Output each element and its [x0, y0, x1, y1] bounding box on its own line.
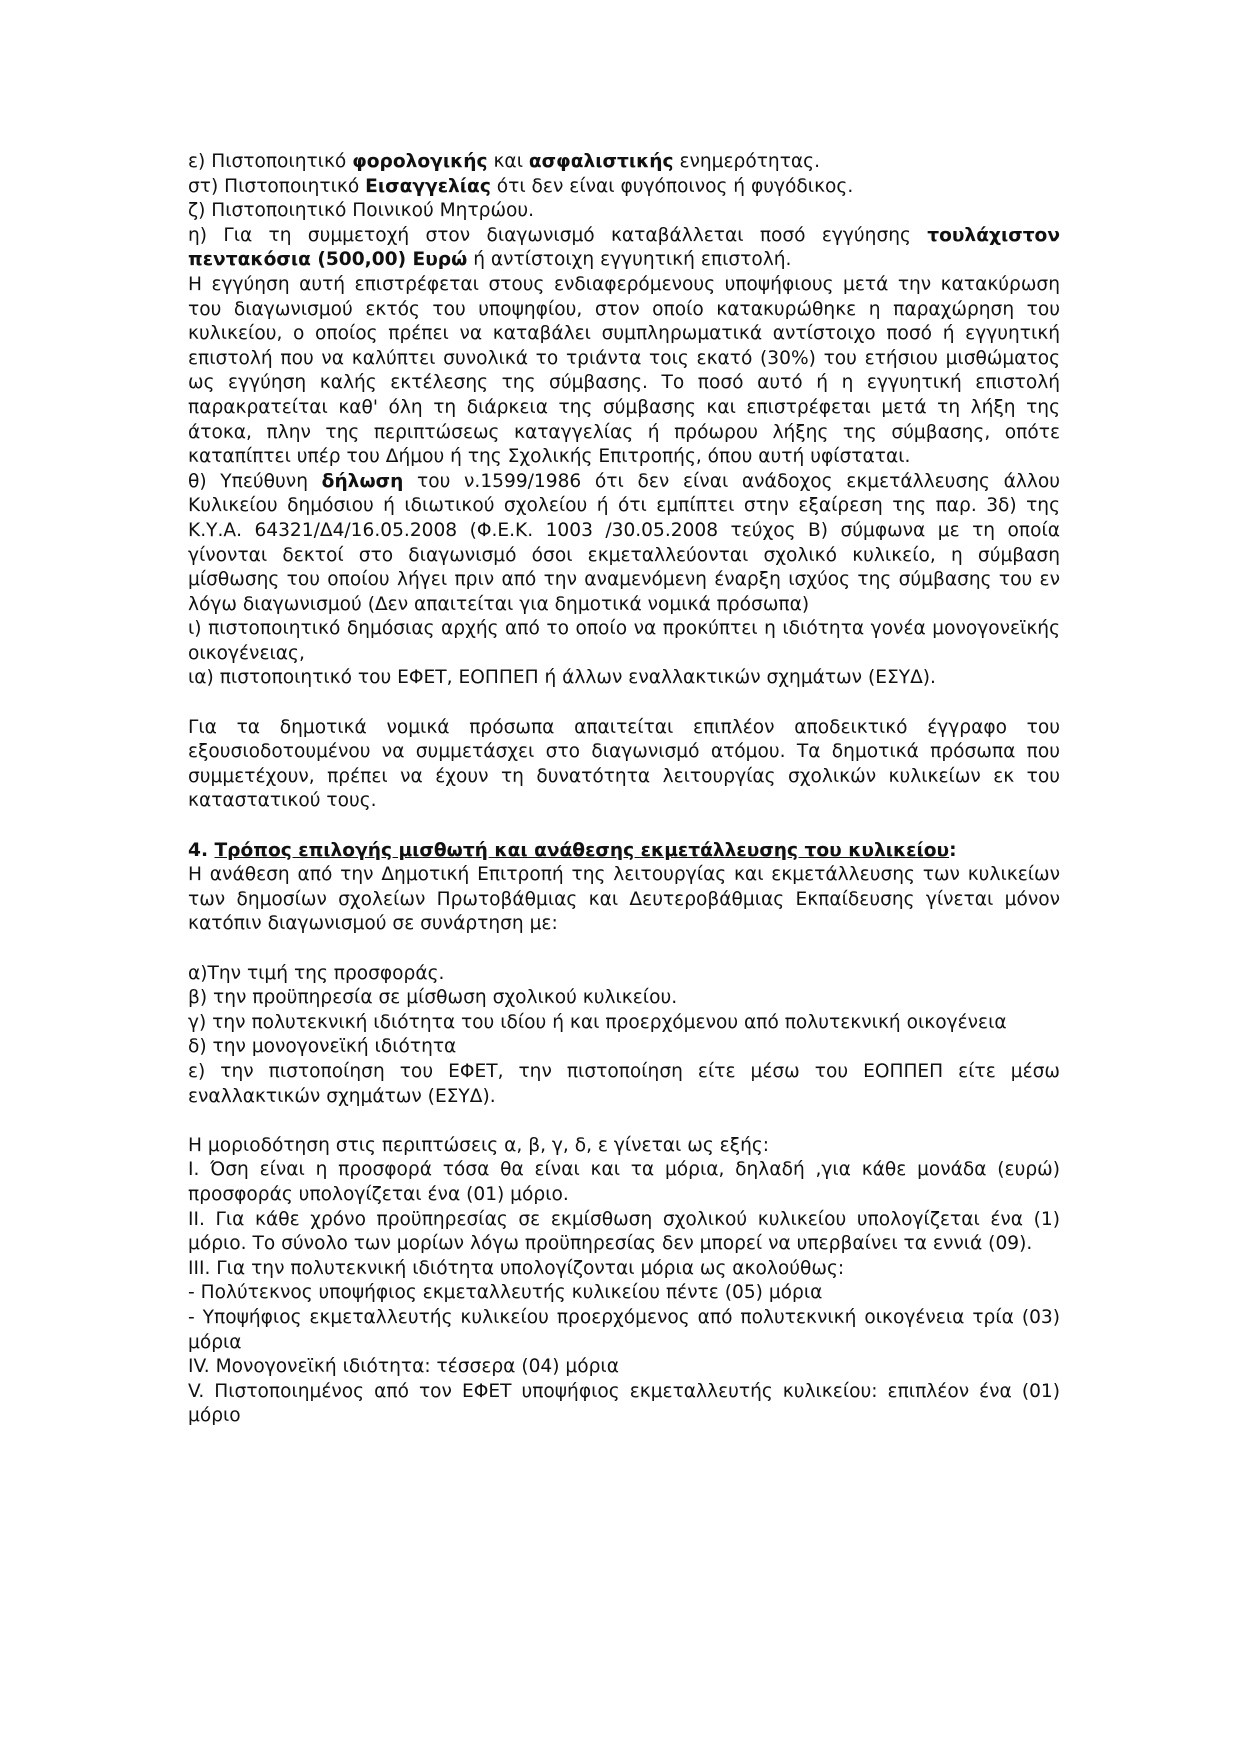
item-i: ι) πιστοποιητικό δημόσιας αρχής από το οποίο να προκύπτει η ιδιότητα γονέα μονογονεϊκής οικογένειας,: [188, 618, 1060, 664]
guarantee-paragraph: Η εγγύηση αυτή επιστρέφεται στους ενδιαφερόμενους υποψήφιους μετά την κατακύρωση του διαγωνισμού εκτός του υποψηφίου, στον οποίο κατακυρώθηκε η παραχώρηση του κυλικείου, ο οποίος πρέπει να καταβάλει συμπληρωματικά αντίστοιχο ποσό ή εγγυητική επιστολή που να καλύπτει συνολικά το τριάντα τοις εκατό (30%) του ετήσιου μισθώματος ως εγγύηση καλής εκτέλεσης της σύμβασης. Το ποσό αυτό ή η εγγυητική επιστολή παρακρατείται καθ' όλη τη διάρκεια της σύμβασης και επιστρέφεται μετά τη λήξη της άτοκα, πλην της περιπτώσεως καταγγελίας ή πρόωρου λήξης της σύμβασης, οπότε καταπίπτει υπέρ του Δήμου ή της Σχολικής Επιτροπής, όπου αυτή υφίσταται.: [188, 273, 1060, 468]
spacer: [188, 691, 1060, 716]
item-ia: ια) πιστοποιητικό του ΕΦΕΤ, ΕΟΠΠΕΠ ή άλλων εναλλακτικών σχημάτων (ΕΣΥΔ).: [188, 667, 936, 689]
scoring-item-5: V. Πιστοποιημένος από τον ΕΦΕΤ υποψήφιος εκμεταλλευτής κυλικείου: επιπλέον ένα (01) μόριο: [188, 1380, 1060, 1427]
item-th: θ) Υπεύθυνη δήλωση του ν.1599/1986 ότι δεν είναι ανάδοχος εκμετάλλευσης άλλου Κυλικείου δημόσιου ή ιδιωτικού σχολείου ή ότι εμπίπτει στην εξαίρεση της παρ. 3δ) της Κ.Υ.Α. 64321/Δ4/16.05.2008 (Φ.Ε.Κ. 1003 /30.05.2008 τεύχος Β) σύμφωνα με τη οποία γίνονται δεκτοί στο διαγωνισμό όσοι εκμεταλλεύονται σχολικό κυλικείο, η σύμβαση μίσθωσης του οποίου λήγει πριν από την αναμενόμενη έναρξη ισχύος της σύμβασης του εν λόγω διαγωνισμού (Δεν απαιτείται για δημοτικά νομικά πρόσωπα): [188, 470, 1061, 615]
item-e: ε) Πιστοποιητικό φορολογικής και ασφαλιστικής ενημερότητας.: [188, 151, 820, 172]
legal-entities-paragraph: Για τα δημοτικά νομικά πρόσωπα απαιτείται επιπλέον αποδεικτικό έγγραφο του εξουσιοδοτουμένου να συμμετάσχει στο διαγωνισμό ατόμου. Τα δημοτικά πρόσωπα που συμμετέχουν, πρέπει να έχουν τη δυνατότητα λειτουργίας σχολικών κυλικείων εκ του καταστατικού τους.: [188, 716, 1060, 812]
spacer: [188, 937, 1060, 962]
section-4-intro: Η ανάθεση από την Δημοτική Επιτροπή της λειτουργίας και εκμετάλλευσης των κυλικείων των δημοσίων σχολείων Πρωτοβάθμιας και Δευτεροβάθμιας Εκπαίδευσης γίνεται μόνον κατόπιν διαγωνισμού σε συνάρτηση με:: [188, 864, 1060, 935]
scoring-item-3: III. Για την πολυτεκνική ιδιότητα υπολογίζονται μόρια ως ακολούθως:: [188, 1257, 845, 1279]
criterion-a: α)Την τιμή της προσφοράς.: [188, 962, 445, 984]
document-page: [188, 150, 1060, 1429]
scoring-item-1: I. Όση είναι η προσφορά τόσα θα είναι και τα μόρια, δηλαδή ,για κάθε μονάδα (ευρώ) προσφοράς υπολογίζεται ένα (01) μόριο.: [188, 1159, 1060, 1205]
criterion-d: δ) την μονογονεϊκή ιδιότητα: [188, 1036, 457, 1058]
spacer: [188, 1109, 1060, 1134]
scoring-item-4: IV. Μονογονεϊκή ιδιότητα: τέσσερα (04) μόρια: [188, 1356, 619, 1378]
item-st: στ) Πιστοποιητικό Εισαγγελίας ότι δεν είναι φυγόποινος ή φυγόδικος.: [188, 175, 854, 197]
scoring-item-3b: - Υποψήφιος εκμεταλλευτής κυλικείου προερχόμενος από πολυτεκνική οικογένεια τρία (03) μόρια: [188, 1306, 1060, 1353]
spacer: [188, 814, 1060, 839]
scoring-item-3a: - Πολύτεκνος υποψήφιος εκμεταλλευτής κυλικείου πέντε (05) μόρια: [188, 1282, 823, 1304]
criterion-c: γ) την πολυτεκνική ιδιότητα του ιδίου ή και προερχόμενου από πολυτεκνική οικογένεια: [188, 1011, 1007, 1033]
scoring-intro: Η μοριοδότηση στις περιπτώσεις α, β, γ, δ, ε γίνεται ως εξής:: [188, 1134, 770, 1156]
scoring-item-2: II. Για κάθε χρόνο προϋπηρεσίας σε εκμίσθωση σχολικού κυλικείου υπολογίζεται ένα (1) μόριο. Το σύνολο των μορίων λόγω προϋπηρεσίας δεν μπορεί να υπερβαίνει τα εννιά (09).: [188, 1208, 1060, 1255]
item-z: ζ) Πιστοποιητικό Ποινικού Μητρώου.: [188, 200, 535, 222]
section-4-heading: 4. Τρόπος επιλογής μισθωτή και ανάθεσης εκμετάλλευσης του κυλικείου:: [188, 839, 957, 861]
criterion-b: β) την προϋπηρεσία σε μίσθωση σχολικού κυλικείου.: [188, 987, 678, 1009]
item-h: η) Για τη συμμετοχή στον διαγωνισμό καταβάλλεται ποσό εγγύησης τουλάχιστον πεντακόσια (500,00) Ευρώ ή αντίστοιχη εγγυητική επιστολή.: [188, 224, 1060, 271]
criterion-e: ε) την πιστοποίηση του ΕΦΕΤ, την πιστοποίηση είτε μέσω του ΕΟΠΠΕΠ είτε μέσω εναλλακτικών σχημάτων (ΕΣΥΔ).: [188, 1060, 1060, 1107]
